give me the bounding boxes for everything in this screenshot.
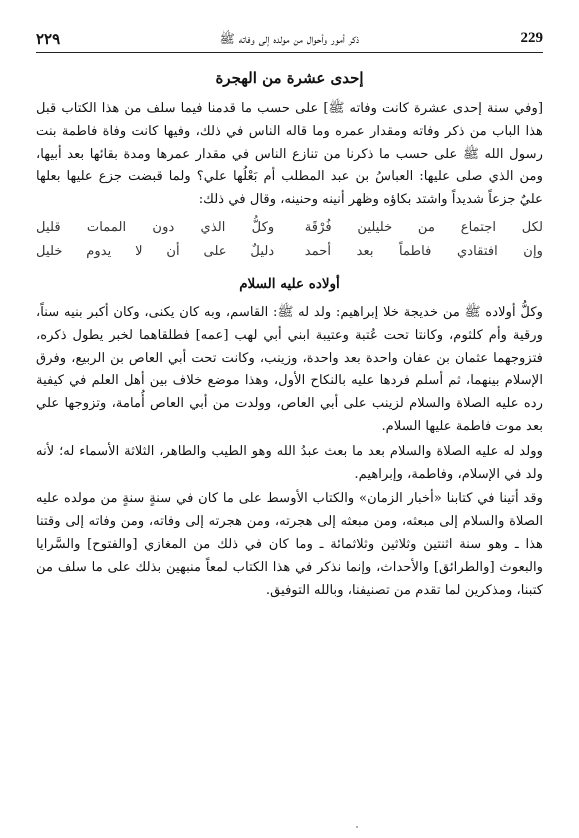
poem-verse bbox=[36, 240, 543, 264]
section-title-year: إحدى عشرة من الهجرة bbox=[215, 69, 364, 87]
page-header bbox=[36, 28, 543, 53]
paragraph-books: وقد أتينا في كتابنا «أخبار الزمان» والكتاب الأوسط على ما كان في سنةٍ سنةٍ من مولده عليه الصلاة والسلام إلى مبعثه، ومن مبعثه إلى هجرته، ومن هجرته إلى وفاته، ومن وفاته إلى وقتنا هذا ـ وهو سنة اثنتين وثلاثين وثلاثمائة ـ وما كان في ذلك من المغازي [والفتوح] والسَّرايا والبعوث [والطرائق] والأحداث، وإنما نذكر في هذا الكتاب لمعاً منبهين بذلك على ما سلف من كتبنا، ومذكرين لما تقدم من تصنيفنا، وبالله التوفيق. bbox=[36, 491, 543, 598]
page-number-arabic: ٢٢٩ bbox=[36, 30, 61, 48]
paragraph-children-islam: وولد له عليه الصلاة والسلام بعد ما بعث عبدُ الله وهو الطيب والطاهر، الثلاثة الأسماء له؛ لأنه ولد في الإسلام، وفاطمة، وإبراهيم. bbox=[36, 443, 543, 482]
poem-verse bbox=[36, 216, 543, 240]
page-number-latin: 229 bbox=[520, 30, 543, 46]
running-title: ذكر أمور وأحوال من مولده إلى وفاته ﷺ bbox=[219, 31, 360, 46]
poem-second-hemistich: دليلٌ على أن لا يدوم خليل bbox=[36, 243, 275, 259]
poem-first-hemistich: لكل اجتماع من خليلين فُرْقَة bbox=[304, 219, 543, 235]
poem-second-hemistich: وكلُّ الذي دون الممات قليل bbox=[36, 219, 275, 235]
poem-first-hemistich: وإن افتقادي فاطماً بعد أحمد bbox=[304, 243, 543, 259]
paragraph-death: [وفي سنة إحدى عشرة كانت وفاته ﷺ] على حسب ما قدمنا فيما سلف من هذا الكتاب قبل هذا الباب من ذكر وفاته ومقدار عمره وما قاله الناس في ذلك، وفيها كانت وفاة فاطمة بنت رسول الله ﷺ على حسب ما ذكرنا من تنازع الناس في مقدار عمرها ومدة بقائها بعد أبيها، ومن الذي صلى عليها: العباسُ بن عبد المطلب أم بَعْلُها علي؟ ولما قبضت جزع عليها بعلها عليٌ جزعاً شديداً واشتد بكاؤه وظهر أنينه وحنينه، وقال في ذلك: bbox=[36, 101, 543, 208]
page-body bbox=[36, 60, 543, 602]
poem bbox=[36, 216, 543, 264]
scan-speck bbox=[356, 826, 358, 828]
section-title-children: أولاده عليه السلام bbox=[239, 275, 340, 292]
paragraph-children: وكلُّ أولاده ﷺ من خديجة خلا إبراهيم: ولد له ﷺ: القاسم، وبه كان يكنى، وكان أكبر بنيه سناً، ورقية وأم كلثوم، وكانتا تحت عُتبة وعتيبة ابني أبي لهب [عمه] فطلقاهما لخبر يطول ذكره، فتزوجهما عثمان بن عفان واحدة بعد واحدة، وزينب، وكانت تحت أبي العاص بن الربيع، وفرق الإسلام بينهما، ثم أسلم فردها عليه بالنكاح الأول، وهذا موضع خلاف بين أهل العلم في كيفية رده عليه الصلاة والسلام لزينب على أبي العاص، وولدت من أبي العاص أُمامة، وتزوجها علي بعد موت فاطمة عليها السلام. bbox=[36, 304, 543, 434]
